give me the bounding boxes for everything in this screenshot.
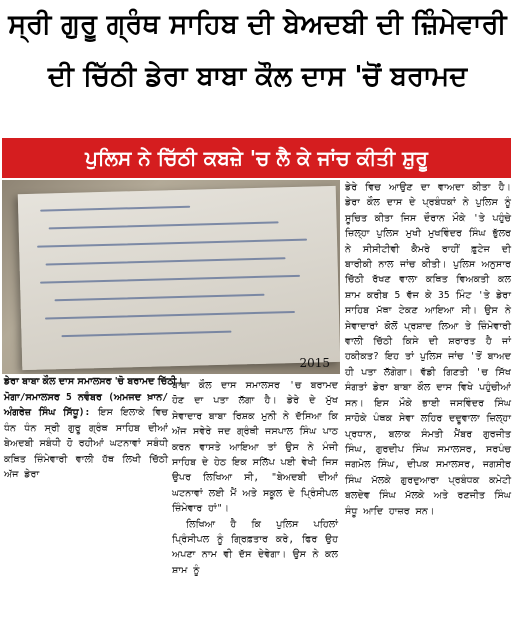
headline-line-1: ਸ੍ਰੀ ਗੁਰੂ ਗ੍ਰੰਥ ਸਾਹਿਬ ਦੀ ਬੇਅਦਬੀ ਦੀ ਜ਼ਿੰਮੇਵਾਰੀ <box>8 9 507 40</box>
subheadline-banner: ਪੁਲਿਸ ਨੇ ਚਿੱਠੀ ਕਬਜ਼ੇ 'ਚ ਲੈ ਕੇ ਜਾਂਚ ਕੀਤੀ ਸ਼ੁਰੂ <box>2 138 511 178</box>
article-middle-paragraph-2: ਲਿਖਿਆ ਹੈ ਕਿ ਪੁਲਿਸ ਪਹਿਲਾਂ ਪ੍ਰਿੰਸੀਪਲ ਨੂੰ ਗ੍ਰਿਫ਼ਤਾਰ ਕਰੇ, ਫਿਰ ਉਹ ਅਪਣਾ ਨਾਮ ਵੀ ਦੱਸ ਦੇਵੇਗਾ। ਉਸ ਨੇ ਕਲ ਸ਼ਾਮ ਨੂੰ <box>172 518 338 576</box>
article-left-text: ਇਸ ਇਲਾਕੇ ਵਿਚ ਧੰਨ ਧੰਨ ਸ੍ਰੀ ਗੁਰੂ ਗ੍ਰੰਥ ਸਾਹਿਬ ਦੀਆਂ ਬੇਅਦਬੀ ਸਬੰਧੀ ਹੋ ਰਹੀਆਂ ਘਟਨਾਵਾਂ ਸਬੰਧੀ ਕਥਿਤ ਜ਼ਿੰਮੇਵਾਰੀ ਵਾਲੀ ਹੱਥ ਲਿਖੀ ਚਿੱਠੀ ਅੱਜ ਡੇਰਾ <box>4 407 169 481</box>
headline <box>4 6 511 96</box>
article-middle-paragraph-1: ਬਾਬਾ ਕੌਲ ਦਾਸ ਸਮਾਲਸਰ 'ਚ ਬਰਾਮਦ ਹੋਣ ਦਾ ਪਤਾ ਲੱਗਾ ਹੈ। ਡੇਰੇ ਦੇ ਮੁੱਖ ਸੇਵਾਦਾਰ ਬਾਬਾ ਰਿਸ਼ਕ ਮੁਨੀ ਨੇ ਦੱਸਿਆ ਕਿ ਅੱਜ ਸਵੇਰੇ ਜਦ ਗ੍ਰੰਥੀ ਜਸਪਾਲ ਸਿੰਘ ਪਾਠ ਕਰਨ ਵਾਸਤੇ ਆਇਆ ਤਾਂ ਉਸ ਨੇ ਮੰਜੀ ਸਾਹਿਬ ਦੇ ਹੇਠ ਇਕ ਸਲਿੱਪ ਪਈ ਵੇਖੀ ਜਿਸ ਉਪਰ ਲਿਖਿਆ ਸੀ, "ਬੇਅਦਬੀ ਦੀਆਂ ਘਟਨਾਵਾਂ ਲਈ ਮੈਂ ਅਤੇ ਸਕੂਲ ਦੇ ਪ੍ਰਿੰਸੀਪਲ ਜ਼ਿੰਮੇਵਾਰ ਹਾਂ"। <box>172 380 338 515</box>
article-dateline: ਮੋਗਾ/ਸਮਾਲਸਰ 5 ਨਵੰਬਰ (ਅਮਜਦ ਖ਼ਾਨ/ਅੰਗਰੇਜ਼ ਸਿੰਘ ਸਿੱਧੂ): <box>4 392 168 419</box>
article-column-middle <box>172 378 338 578</box>
handwritten-letter-image <box>18 186 340 370</box>
article-right-text: ਡੇਰੇ ਵਿਚ ਆਉਣ ਦਾ ਵਾਅਦਾ ਕੀਤਾ ਹੈ। ਡੇਰਾ ਕੌਲ ਦਾਸ ਦੇ ਪ੍ਰਬੰਧਕਾਂ ਨੇ ਪੁਲਿਸ ਨੂੰ ਸੂਚਿਤ ਕੀਤਾ ਜਿਸ ਦੌਰਾਨ ਮੌਕੇ 'ਤੇ ਪਹੁੰਚੇ ਜ਼ਿਲ੍ਹਾ ਪੁਲਿਸ ਮੁਖੀ ਮੁਖਵਿੰਦਰ ਸਿੰਘ ਭੁੱਲਰ ਨੇ ਸੀਸੀਟੀਵੀ ਕੈਮਰੇ ਰਾਹੀਂ ਫ਼ੁਟੇਜ ਦੀ ਬਾਰੀਕੀ ਨਾਲ ਜਾਂਚ ਕੀਤੀ। ਪੁਲਿਸ ਅਨੁਸਾਰ ਚਿੱਠੀ ਰੱਖਣ ਵਾਲਾ ਕਥਿਤ ਵਿਅਕਤੀ ਕਲ ਸ਼ਾਮ ਕਰੀਬ 5 ਵੱਜ ਕੇ 35 ਮਿੰਟ 'ਤੇ ਡੇਰਾ ਸਾਹਿਬ ਮੱਥਾ ਟੇਕਣ ਆਇਆ ਸੀ। ਉਸ ਨੇ ਸੇਵਾਦਾਰਾਂ ਕੋਲੋਂ ਪ੍ਰਸ਼ਾਦ ਲਿਆ ਤੇ ਜ਼ਿੰਮੇਵਾਰੀ ਵਾਲੀ ਚਿੱਠੀ ਕਿਸੇ ਦੀ ਸ਼ਰਾਰਤ ਹੈ ਜਾਂ ਹਕੀਕਤ? ਇਹ ਤਾਂ ਪੁਲਿਸ ਜਾਂਚ 'ਤੋਂ ਬਾਅਦ ਹੀ ਪਤਾ ਲੱਗੇਗਾ। ਵੱਡੀ ਗਿਣਤੀ 'ਚ ਸਿੱਖ ਸੰਗਤਾਂ ਡੇਰਾ ਬਾਬਾ ਕੌਲ ਦਾਸ ਵਿਖੇ ਪਹੁੰਚੀਆਂ ਸਨ। ਇਸ ਮੌਕੇ ਭਾਈ ਜਸਵਿੰਦਰ ਸਿੰਘ ਸਾਹੋਕੇ ਪੰਥਕ ਸੇਵਾ ਲਹਿਰ ਦਦੂਵਾਲਾ ਜ਼ਿਲ੍ਹਾ ਪ੍ਰਧਾਨ, ਬਲਾਕ ਸੰਮਤੀ ਮੈਂਬਰ ਗੁਰਜੀਤ ਸਿੰਘ, ਗੁਰਦੀਪ ਸਿੰਘ ਸਮਾਲਸਰ, ਸਰਪੰਚ ਜਗਮੇਲ ਸਿੰਘ, ਦੀਪਕ ਸਮਾਲਸਰ, ਜਗਸੀਰ ਸਿੰਘ ਮੱਲਕੇ ਗੁਰਦੁਆਰਾ ਪ੍ਰਬੰਧਕ ਕਮੇਟੀ ਬਲਦੇਵ ਸਿੰਘ ਮੱਲਕੇ ਅਤੇ ਰਣਜੀਤ ਸਿੰਘ ਸੰਧੂ ਆਦਿ ਹਾਜ਼ਰ ਸਨ। <box>345 182 511 517</box>
article-column-right <box>345 180 511 519</box>
photo-caption: ਡੇਰਾ ਬਾਬਾ ਕੌਲ ਦਾਸ ਸਮਾਲਸਰ 'ਚੋ ਬਰਾਮਦ ਚਿੱਠੀ। <box>4 376 183 387</box>
photo-year-stamp: 2015 <box>299 356 330 370</box>
article-column-left <box>4 390 168 482</box>
letter-photo <box>2 180 340 374</box>
headline-line-2: ਦੀ ਚਿੱਠੀ ਡੇਰਾ ਬਾਬਾ ਕੌਲ ਦਾਸ 'ਚੋਂ ਬਰਾਮਦ <box>47 61 468 92</box>
